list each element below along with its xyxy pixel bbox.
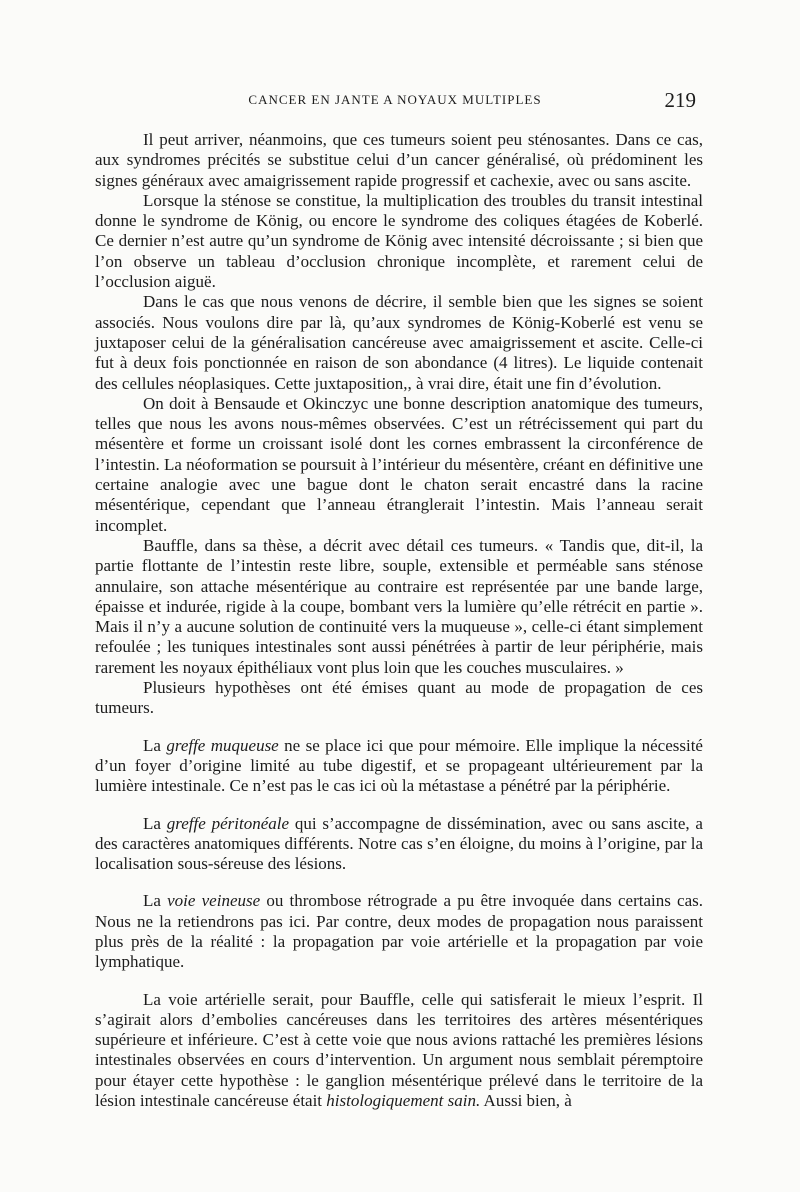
paragraph-9-rest: ou thrombose rétrograde a pu être invoquée dans certains cas. Nous ne la retiendrons pas ici. Par contre, deux modes de propagation nous paraissent plus près de la réalité : la propagation par voie artérielle et la propagation par voie lymphatique. <box>95 891 703 972</box>
paragraph-6: Plusieurs hypothèses ont été émises quant au mode de propagation de ces tumeurs. <box>95 678 703 718</box>
page-header <box>94 88 696 112</box>
paragraph-9 <box>95 891 703 972</box>
paragraph-8-start: La <box>143 813 167 833</box>
paragraph-5: Bauffle, dans sa thèse, a décrit avec détail ces tumeurs. « Tandis que, dit-il, la partie flottante de l’intestin reste libre, souple, extensible et perméable sans sténose annulaire, son attache mésentérique au contraire est représentée par une bande large, épaisse et indurée, rigide à la coupe, bombant vers la lumière qu’elle rétrécit en partie ». Mais il n’y a aucune solution de continuité vers la muqueuse », celle-ci étant simplement refoulée ; les tuniques intestinales sont aussi pénétrées à partir de leur périphérie, mais rarement les noyaux épithéliaux vont plus loin que les couches musculaires. » <box>95 535 703 677</box>
paragraph-8 <box>95 814 703 875</box>
paragraph-9-italic: voie veineuse <box>167 891 261 911</box>
paragraph-1: Il peut arriver, néanmoins, que ces tumeurs soient peu sténosantes. Dans ce cas, aux syndromes précités se substitue celui d’un cancer généralisé, où prédominent les signes généraux avec amaigrissement rapide progressif et cachexie, avec ou sans ascite. <box>95 130 703 190</box>
paragraph-7-start: La <box>143 735 167 755</box>
body-text <box>95 130 703 1111</box>
paragraph-10-start: La voie artérielle serait, pour Bauffle, celle qui satisferait le mieux l’esprit. Il s’agirait alors d’embolies cancéreuses dans les territoires des artères mésentériques supérieure et inférieure. C’est à cette voie que nous avions rattaché les premières lésions intestinales observées en cours d’intervention. Un argument nous semblait péremptoire pour étayer cette hypothèse : le ganglion mésentérique prélevé dans le territoire de la lésion intestinale cancéreuse était <box>95 989 703 1111</box>
paragraph-4: On doit à Bensaude et Okinczyc une bonne description anatomique des tumeurs, telles que nous les avons nous-mêmes observées. C’est un rétrécissement qui part du mésentère et forme un croissant isolé dont les cornes embrassent la circonférence de l’intestin. La néoformation se poursuit à l’intérieur du mésentère, créant en définitive une certaine analogie avec une bague dont le chaton serait encastré dans la racine mésentérique, cependant que l’anneau étranglerait l’intestin. Mais l’anneau serait incomplet. <box>95 393 704 535</box>
paragraph-3: Dans le cas que nous venons de décrire, il semble bien que les signes se soient associés. Nous voulons dire par là, qu’aux syndromes de König-Koberlé est venu se juxtaposer celui de la généralisation cancéreuse avec amaigrissement et ascite. Celle-ci fut à deux fois ponctionnée en raison de son abondance (4 litres). Le liquide contenait des cellules néoplasiques. Cette juxtaposition,, à vrai dire, était une fin d’évolution. <box>95 292 703 393</box>
running-head: CANCER EN JANTE A NOYAUX MULTIPLES <box>248 92 542 107</box>
paragraph-8-rest: qui s’accompagne de dissémination, avec ou sans ascite, a des caractères anatomiques différents. Notre cas s’en éloigne, du moins à l’origine, par la localisation sous-séreuse des lésions. <box>95 813 703 874</box>
paragraph-7-italic: greffe muqueuse <box>166 735 279 755</box>
paragraph-10-rest: Aussi bien, à <box>480 1091 572 1111</box>
paragraph-2: Lorsque la sténose se constitue, la multiplication des troubles du transit intestinal donne le syndrome de König, ou encore le syndrome des coliques étagées de Koberlé. Ce dernier n’est autre qu’un syndrome de König avec intensité décroissante ; si bien que l’on observe un tableau d’occlusion chronique incomplète, et rarement celui de l’occlusion aiguë. <box>95 190 703 292</box>
paragraph-9-start: La <box>143 891 168 911</box>
paragraph-7 <box>95 736 703 797</box>
paragraph-8-italic: greffe péritonéale <box>166 813 290 833</box>
paragraph-7-rest: ne se place ici que pour mémoire. Elle implique la nécessité d’un foyer d’origine limité au tube digestif, et se propageant ultérieurement par la lumière intestinale. Ce n’est pas le cas ici où la métastase a pénétré par la périphérie. <box>95 735 703 796</box>
page-number: 219 <box>664 88 696 112</box>
paragraph-10 <box>95 990 703 1112</box>
paragraph-10-italic: histologiquement sain. <box>326 1091 481 1111</box>
